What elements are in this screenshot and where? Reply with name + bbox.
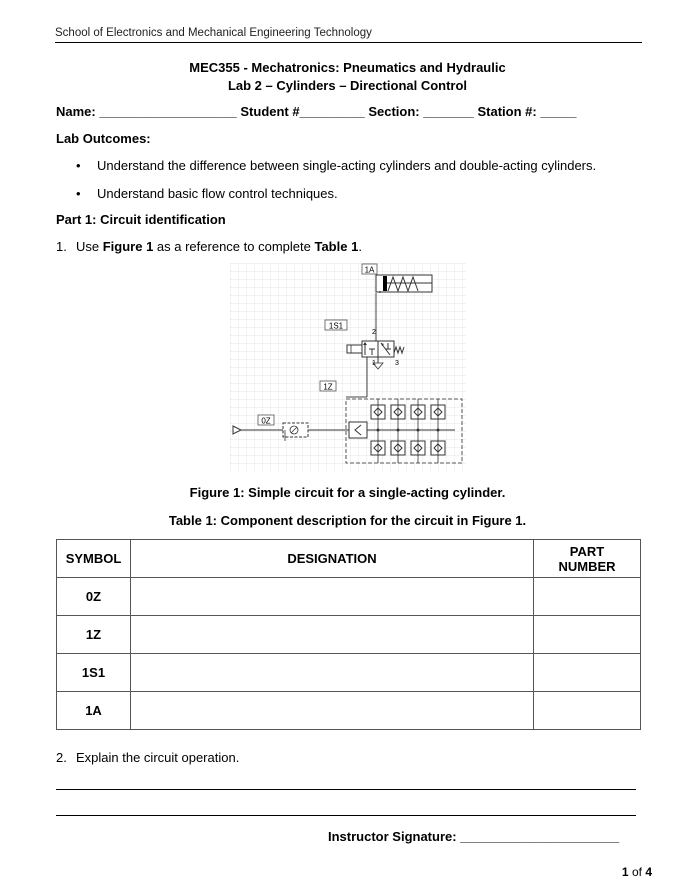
answer-line[interactable] bbox=[56, 815, 636, 816]
outcome-item: Understand basic flow control techniques. bbox=[97, 186, 338, 201]
part1-heading: Part 1: Circuit identification bbox=[56, 212, 226, 227]
designation-cell[interactable] bbox=[131, 692, 534, 730]
question2-number: 2. bbox=[56, 750, 67, 765]
bullet-icon: • bbox=[76, 186, 81, 201]
page-number: 1 of 4 bbox=[621, 865, 652, 879]
question1-text: Use Figure 1 as a reference to complete Table 1. bbox=[76, 239, 362, 254]
answer-line[interactable] bbox=[56, 789, 636, 790]
symbol-cell: 1S1 bbox=[57, 654, 131, 692]
svg-text:0Z: 0Z bbox=[261, 416, 271, 426]
part-number-cell[interactable] bbox=[534, 692, 641, 730]
table-row bbox=[57, 578, 641, 616]
designation-cell[interactable] bbox=[131, 616, 534, 654]
part-number-cell[interactable] bbox=[534, 654, 641, 692]
circuit-diagram bbox=[230, 263, 466, 471]
signature-label: Instructor Signature: bbox=[328, 829, 457, 844]
station-field[interactable]: _____ bbox=[540, 104, 577, 119]
part-number-cell[interactable] bbox=[534, 578, 641, 616]
section-field[interactable]: _______ bbox=[423, 104, 474, 119]
bullet-icon: • bbox=[76, 158, 81, 173]
cylinder-label-1a bbox=[362, 264, 377, 275]
svg-text:1Z: 1Z bbox=[323, 382, 333, 392]
component-table bbox=[56, 539, 641, 730]
manifold-label-1z bbox=[320, 381, 336, 392]
symbol-cell: 0Z bbox=[57, 578, 131, 616]
port-1-label: 1 bbox=[372, 360, 376, 367]
part-number-cell[interactable] bbox=[534, 616, 641, 654]
symbol-cell: 1A bbox=[57, 692, 131, 730]
table-row bbox=[57, 616, 641, 654]
svg-text:1A: 1A bbox=[364, 265, 375, 275]
designation-cell[interactable] bbox=[131, 578, 534, 616]
course-title: MEC355 - Mechatronics: Pneumatics and Hydraulic bbox=[189, 60, 506, 75]
source-label-0z bbox=[258, 415, 274, 426]
outcome-item: Understand the difference between single-acting cylinders and double-acting cylinders. bbox=[97, 158, 597, 173]
header-divider bbox=[55, 42, 642, 43]
part-number-header: PART NUMBER bbox=[534, 540, 641, 578]
header-school: School of Electronics and Mechanical Engineering Technology bbox=[55, 27, 372, 39]
signature-field[interactable]: ______________________ bbox=[460, 829, 620, 844]
section-label: Section: bbox=[368, 104, 420, 119]
question2-text: Explain the circuit operation. bbox=[76, 750, 240, 765]
student-number-label: Student # bbox=[240, 104, 300, 119]
cylinder-1a bbox=[376, 275, 432, 293]
port-3-label: 3 bbox=[395, 360, 399, 367]
designation-cell[interactable] bbox=[131, 654, 534, 692]
valve-label-1s1 bbox=[325, 320, 347, 331]
outcomes-heading: Lab Outcomes: bbox=[56, 131, 151, 146]
name-field[interactable]: ___________________ bbox=[99, 104, 237, 119]
name-label: Name: bbox=[56, 104, 96, 119]
table-caption: Table 1: Component description for the circuit in Figure 1. bbox=[168, 513, 527, 528]
student-number-field[interactable]: _________ bbox=[299, 104, 365, 119]
figure-caption: Figure 1: Simple circuit for a single-acting cylinder. bbox=[189, 485, 506, 500]
table-row bbox=[57, 692, 641, 730]
designation-header: DESIGNATION bbox=[131, 540, 534, 578]
student-info-line bbox=[56, 104, 577, 119]
lab-title: Lab 2 – Cylinders – Directional Control bbox=[227, 78, 468, 93]
svg-text:1S1: 1S1 bbox=[328, 321, 344, 331]
table-row bbox=[57, 654, 641, 692]
table-header-row bbox=[57, 540, 641, 578]
question1-number: 1. bbox=[56, 239, 67, 254]
instructor-signature bbox=[328, 829, 619, 844]
station-label: Station #: bbox=[477, 104, 537, 119]
symbol-header: SYMBOL bbox=[57, 540, 131, 578]
port-2-label: 2 bbox=[372, 329, 376, 336]
symbol-cell: 1Z bbox=[57, 616, 131, 654]
